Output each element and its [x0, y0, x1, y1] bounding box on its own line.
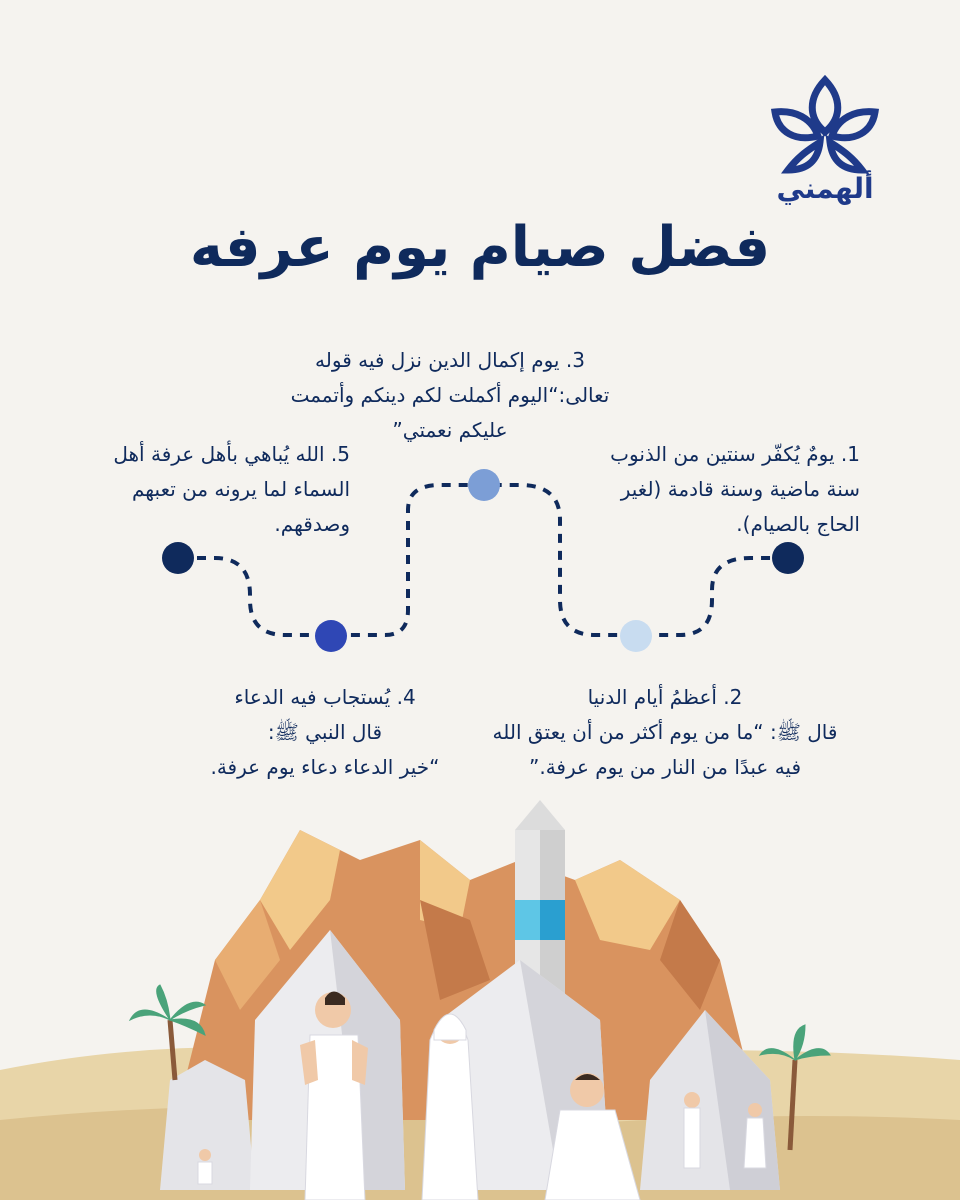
point-3-line-1: 3. يوم إكمال الدين نزل فيه قوله	[315, 348, 585, 372]
point-2-line-3: فيه عبدًا من النار من يوم عرفة.”	[528, 755, 802, 779]
point-5-line-2: السماء لما يرونه من تعبهم	[132, 477, 350, 501]
point-1-line-1: 1. يومٌ يُكفّر سنتين من الذنوب	[610, 442, 860, 466]
point-2-line-1: 2. أعظمُ أيام الدنيا	[587, 685, 743, 709]
point-4-line-1: 4. يُستجاب فيه الدعاء	[234, 685, 416, 709]
point-1-line-3: الحاج بالصيام).	[736, 512, 860, 536]
point-3-line-3: عليكم نعمتي”	[392, 418, 508, 442]
point-5-line-3: وصدقهم.	[274, 512, 350, 536]
page-title: فضل صيام يوم عرفه	[189, 215, 771, 280]
point-4-line-3: “خير الدعاء دعاء يوم عرفة.	[210, 755, 440, 779]
point-3-line-2: تعالى:“اليوم أكملت لكم دينكم وأتممت	[290, 383, 610, 407]
point-5-line-1: 5. الله يُباهي بأهل عرفة أهل	[113, 442, 350, 466]
point-1-line-2: سنة ماضية وسنة قادمة (لغير	[620, 477, 860, 501]
logo-wordmark: ألهمني	[776, 172, 874, 205]
point-2-line-2: قال ﷺ: “ما من يوم أكثر من أن يعتق الله	[492, 720, 838, 744]
point-4-line-2: قال النبي ﷺ:	[267, 720, 383, 744]
